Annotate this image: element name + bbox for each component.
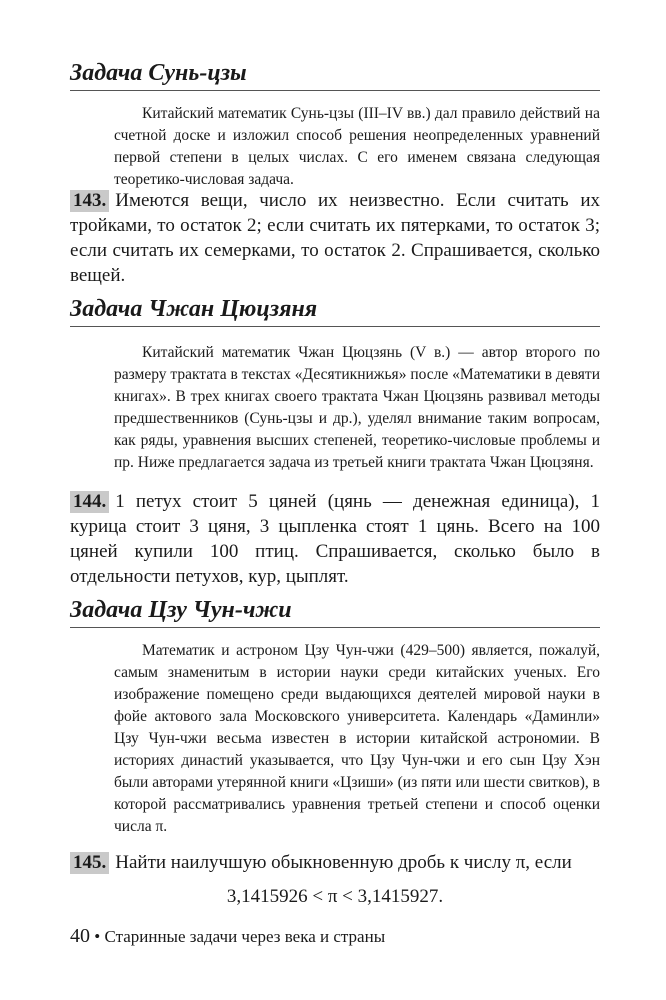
footer-bullet: • bbox=[94, 927, 101, 946]
problem-145 bbox=[70, 850, 600, 875]
section-title-zu-chongzhi: Задача Цзу Чун-чжи bbox=[70, 595, 600, 628]
problem-143 bbox=[70, 188, 600, 288]
section-title-sun-tzu: Задача Сунь-цзы bbox=[70, 58, 600, 91]
problem-text: Имеются вещи, число их неизвестно. Если считать их тройками, то остаток 2; если считать их пятерками, то остаток 3; если считать их семерками, то остаток 2. Спрашивается, сколько вещей. bbox=[70, 190, 600, 286]
problem-number: 143. bbox=[70, 190, 109, 212]
problem-text: Найти наилучшую обыкновенную дробь к числу π, если bbox=[115, 852, 572, 873]
problem-text: 1 петух стоит 5 цяней (цянь — денежная единица), 1 курица стоит 3 цяня, 3 цыпленка стоят 1 цянь. Всего на 100 цяней купили 100 птиц. Спрашивается, сколько было в отдельности петухов, кур, цыплят. bbox=[70, 491, 600, 587]
problem-number: 145. bbox=[70, 852, 109, 874]
section-intro-zhang-qiujian: Китайский математик Чжан Цюцзянь (V в.) — автор второго по размеру трактата в текстах «Десятикнижья» после «Математики в девяти книгах». В трех книгах своего трактата Чжан Цюцзянь развивал методы предшественников (Сунь-цзы и др.), уделял внимание таким вопросам, как ряды, уравнения высших степеней, теоретико-числовые проблемы и пр. Ниже предлагается задача из третьей книги трактата Чжан Цюцзяня. bbox=[114, 344, 601, 471]
pi-inequality-formula: 3,1415926 < π < 3,1415927. bbox=[226, 886, 444, 907]
problem-144 bbox=[70, 489, 600, 589]
section-intro-sun-tzu: Китайский математик Сунь-цзы (III–IV вв.) дал правило действий на счетной доске и изложил способ решения неопределенных уравнений первой степени в целых числах. С его именем связана следующая теоретико-числовая задача. bbox=[114, 105, 600, 188]
page-footer bbox=[70, 924, 600, 949]
running-title: Старинные задачи через века и страны bbox=[104, 927, 386, 946]
section-title-zhang-qiujian: Задача Чжан Цюцзяня bbox=[70, 294, 600, 327]
page-number: 40 bbox=[70, 925, 90, 947]
section-intro-zu-chongzhi: Математик и астроном Цзу Чун-чжи (429–500) является, пожалуй, самым знаменитым в истории науки среди китайских ученых. Его изображение помещено среди выдающихся деятелей мировой науки в фойе актового зала Московского университета. Календарь «Даминли» Цзу Чун-чжи весьма известен в истории китайской астрономии. В историях династий указывается, что Цзу Чун-чжи и его сын Цзу Хэн были авторами утерянной книги «Цзиши» (из пяти или шести свитков), в которой рассматривались уравнения третьей степени и способ оценки числа π. bbox=[114, 642, 600, 835]
problem-number: 144. bbox=[70, 491, 109, 513]
